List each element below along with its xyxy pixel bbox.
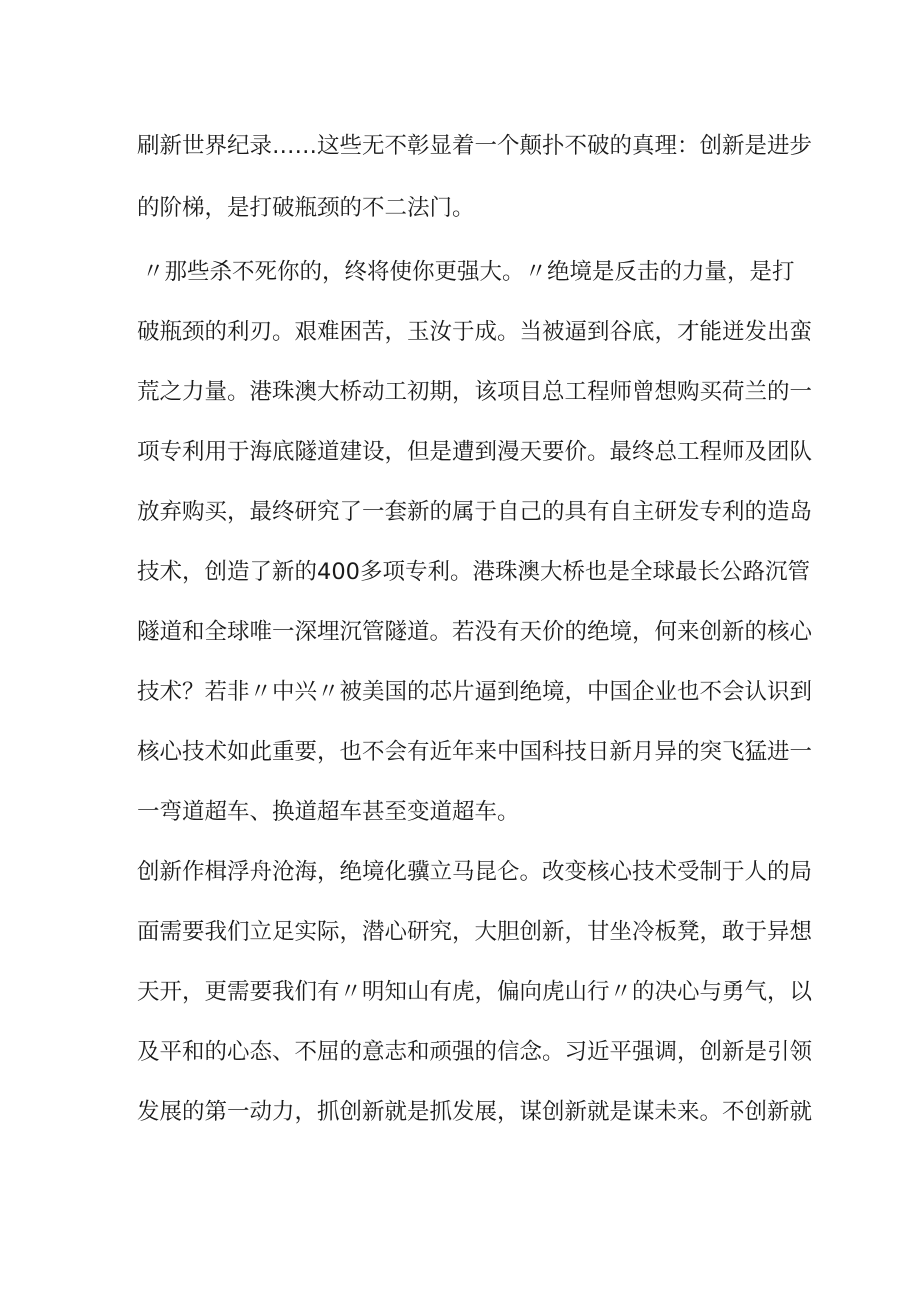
- text-line: 荒之力量。港珠澳大桥动工初期，该项目总工程师曾想购买荷兰的一: [137, 379, 813, 405]
- text-line: 创新作楫浮舟沧海，绝境化骥立马昆仑。改变核心技术受制于人的局: [137, 859, 813, 885]
- text-line: 及平和的心态、不屈的意志和顽强的信念。习近平强调，创新是引领: [137, 1039, 813, 1065]
- text-line: 刷新世界纪录……这些无不彰显着一个颠扑不破的真理：创新是进步: [137, 133, 813, 159]
- text-line: 天开，更需要我们有〃明知山有虎，偏向虎山行〃的决心与勇气，以: [137, 979, 813, 1005]
- text-line: 一弯道超车、换道超车甚至变道超车。: [137, 799, 520, 825]
- text-line: 的阶梯，是打破瓶颈的不二法门。: [137, 195, 475, 221]
- text-line: 发展的第一动力，抓创新就是抓发展，谋创新就是谋未来。不创新就: [137, 1099, 813, 1125]
- text-line: 技术，创造了新的400多项专利。港珠澳大桥也是全球最长公路沉管: [137, 559, 810, 585]
- text-line: 隧道和全球唯一深埋沉管隧道。若没有天价的绝境，何来创新的核心: [137, 619, 813, 645]
- text-line: 项专利用于海底隧道建设，但是遭到漫天要价。最终总工程师及团队: [137, 439, 813, 465]
- text-line: 技术？若非〃中兴〃被美国的芯片逼到绝境，中国企业也不会认识到: [137, 679, 813, 705]
- text-line: 面需要我们立足实际，潜心研究，大胆创新，甘坐冷板凳，敢于异想: [137, 919, 813, 945]
- text-line: 〃那些杀不死你的，终将使你更强大。〃绝境是反击的力量，是打: [142, 259, 795, 285]
- text-line: 核心技术如此重要，也不会有近年来中国科技日新月异的突飞猛进一: [137, 739, 813, 765]
- text-line: 放弃购买，最终研究了一套新的属于自己的具有自主研发专利的造岛: [137, 499, 813, 525]
- text-line: 破瓶颈的利刃。艰难困苦，玉汝于成。当被逼到谷底，才能迸发出蛮: [137, 319, 813, 345]
